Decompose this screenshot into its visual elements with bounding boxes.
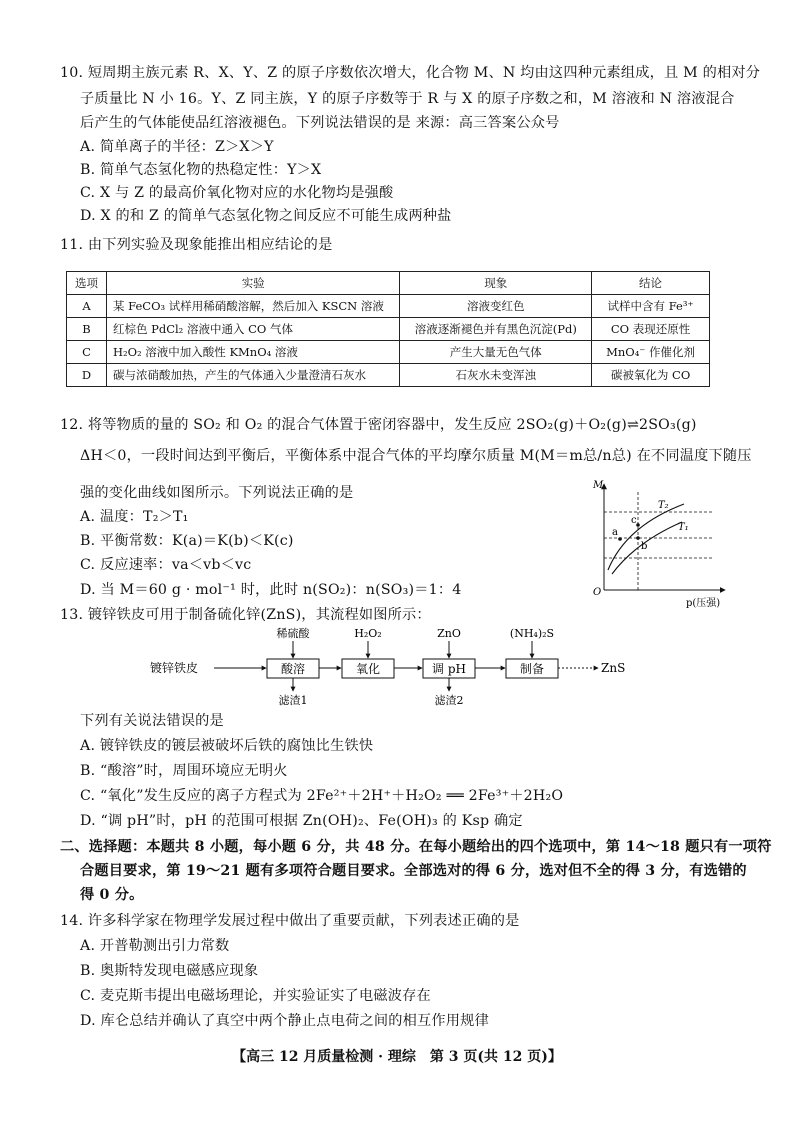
table-cell: 碳被氧化为 CO: [592, 364, 710, 387]
table-header: 现象: [400, 272, 592, 295]
point-b-label: b: [641, 541, 648, 552]
table-header: 选项: [67, 272, 107, 295]
table-header: 实验: [106, 272, 399, 295]
table-cell: 溶液变红色: [400, 295, 592, 318]
y-axis-label: M: [593, 480, 604, 491]
q14-option-c: C. 麦克斯韦提出电磁场理论，并实验证实了电磁波存在: [80, 988, 431, 1004]
step-label: 酸溶: [280, 662, 306, 676]
reagent-label: (NH₄)₂S: [509, 627, 555, 640]
table-cell: D: [67, 364, 107, 387]
section2-line1: 二、选择题：本题共 8 小题，每小题 6 分，共 48 分。在每小题给出的四个选项中，第 14～18 题只有一项符: [60, 839, 772, 855]
table-row: [67, 295, 710, 318]
table-cell: C: [67, 341, 107, 364]
point-c-label: c: [631, 515, 637, 526]
q14-option-a: A. 开普勒测出引力常数: [80, 938, 230, 954]
section2-line2: 合题目要求，第 19～21 题有多项符合题目要求。全部选对的得 6 分，选对但不全的得 3 分，有选错的: [80, 863, 747, 879]
table-cell: 石灰水未变浑浊: [400, 364, 592, 387]
table-cell: 碳与浓硝酸加热，产生的气体通入少量澄清石灰水: [106, 364, 399, 387]
table-row: [67, 364, 710, 387]
section2-line3: 得 0 分。: [80, 887, 144, 903]
point-b: [636, 536, 640, 540]
q10-option-d: D. X 的和 Z 的简单气态氢化物之间反应不可能生成两种盐: [80, 208, 452, 224]
table-cell: 溶液逐渐褪色并有黑色沉淀(Pd): [400, 318, 592, 341]
table-row: [67, 318, 710, 341]
page-footer: 【高三 12 月质量检测 · 理综 第 3 页(共 12 页)】: [232, 1049, 562, 1065]
reagent-label: H₂O₂: [354, 627, 382, 640]
reagent-label: 稀硫酸: [276, 627, 310, 640]
table-header-row: [67, 272, 710, 295]
step-label: 氧化: [355, 662, 381, 676]
experiment-table: [66, 271, 710, 387]
table-cell: 产生大量无色气体: [400, 341, 592, 364]
q12-option-c: C. 反应速率：va＜vb＜vc: [80, 557, 252, 573]
table-cell: H₂O₂ 溶液中加入酸性 KMnO₄ 溶液: [106, 341, 399, 364]
flow-start: 镀锌铁皮: [150, 661, 199, 675]
table-row: [67, 341, 710, 364]
x-axis-label: p(压强): [686, 598, 721, 609]
point-a: [618, 537, 622, 541]
q12-option-b: B. 平衡常数：K(a)＝K(b)＜K(c): [80, 533, 294, 549]
flow-product: ZnS: [601, 661, 626, 675]
curve-t2: [608, 504, 684, 570]
t1-label: T₁: [678, 522, 689, 533]
table-cell: B: [67, 318, 107, 341]
q12-stem-line1: 12. 将等物质的量的 SO₂ 和 O₂ 的混合气体置于密闭容器中，发生反应 2SO₂(g)＋O₂(g)⇌2SO₃(g): [60, 417, 697, 433]
table-cell: 试样中含有 Fe³⁺: [592, 295, 710, 318]
table-cell: MnO₄⁻ 作催化剂: [592, 341, 710, 364]
table-header: 结论: [592, 272, 710, 295]
q13-stem: 13. 镀锌铁皮可用于制备硫化锌(ZnS)，其流程如图所示：: [60, 607, 431, 623]
q14-option-d: D. 库仑总结并确认了真空中两个静止点电荷之间的相互作用规律: [80, 1013, 489, 1029]
origin-label: O: [593, 587, 602, 598]
q14-stem: 14. 许多科学家在物理学发展过程中做出了重要贡献，下列表述正确的是: [60, 913, 520, 929]
m-pressure-chart: [590, 478, 740, 610]
q13-option-c: C. “氧化”发生反应的离子方程式为 2Fe²⁺＋2H⁺＋H₂O₂ ══ 2Fe³⁺＋2H₂O: [80, 788, 564, 804]
q12-stem-line3: 强的变化曲线如图所示。下列说法正确的是: [80, 485, 354, 501]
q11-stem: 11. 由下列实验及现象能推出相应结论的是: [60, 237, 333, 253]
q12-stem-line2: ΔH＜0，一段时间达到平衡后，平衡体系中混合气体的平均摩尔质量 M(M＝m总/n总) 在不同温度下随压: [80, 448, 752, 464]
point-c: [636, 523, 640, 527]
residue-label: 滤渣1: [278, 694, 308, 707]
table-cell: 红棕色 PdCl₂ 溶液中通入 CO 气体: [106, 318, 399, 341]
table-cell: A: [67, 295, 107, 318]
step-label: 制备: [519, 662, 545, 676]
process-flowchart: [150, 625, 650, 707]
step-label: 调 pH: [432, 662, 466, 676]
q13-option-a: A. 镀锌铁皮的镀层被破坏后铁的腐蚀比生铁快: [80, 738, 374, 754]
q13-option-d: D. “调 pH”时，pH 的范围可根据 Zn(OH)₂、Fe(OH)₃ 的 Ksp 确定: [80, 813, 523, 829]
q13-sub: 下列有关说法错误的是: [80, 713, 224, 729]
q12-option-d: D. 当 M＝60 g · mol⁻¹ 时，此时 n(SO₂)：n(SO₃)＝1：4: [80, 582, 462, 598]
q10-stem-line2: 子质量比 N 小 16。Y、Z 同主族，Y 的原子序数等于 R 与 X 的原子序数之和，M 溶液和 N 溶液混合: [80, 91, 735, 107]
point-a-label: a: [612, 527, 618, 538]
q10-option-b: B. 简单气态氢化物的热稳定性：Y＞X: [80, 162, 322, 178]
q13-option-b: B. “酸溶”时，周围环境应无明火: [80, 763, 288, 779]
q10-stem-line1: 10. 短周期主族元素 R、X、Y、Z 的原子序数依次增大，化合物 M、N 均由这四种元素组成，且 M 的相对分: [60, 65, 761, 81]
reagent-label: ZnO: [437, 627, 461, 640]
t2-label: T₂: [658, 500, 669, 511]
table-cell: 某 FeCO₃ 试样用稀硝酸溶解，然后加入 KSCN 溶液: [106, 295, 399, 318]
q10-option-a: A. 简单离子的半径：Z＞X＞Y: [80, 139, 274, 155]
q12-option-a: A. 温度：T₂＞T₁: [80, 509, 189, 525]
q10-option-c: C. X 与 Z 的最高价氧化物对应的水化物均是强酸: [80, 185, 394, 201]
residue-label: 滤渣2: [434, 694, 464, 707]
table-cell: CO 表现还原性: [592, 318, 710, 341]
q14-option-b: B. 奥斯特发现电磁感应现象: [80, 963, 259, 979]
q10-stem-line3: 后产生的气体能使品红溶液褪色。下列说法错误的是 来源：高三答案公众号: [80, 115, 560, 131]
